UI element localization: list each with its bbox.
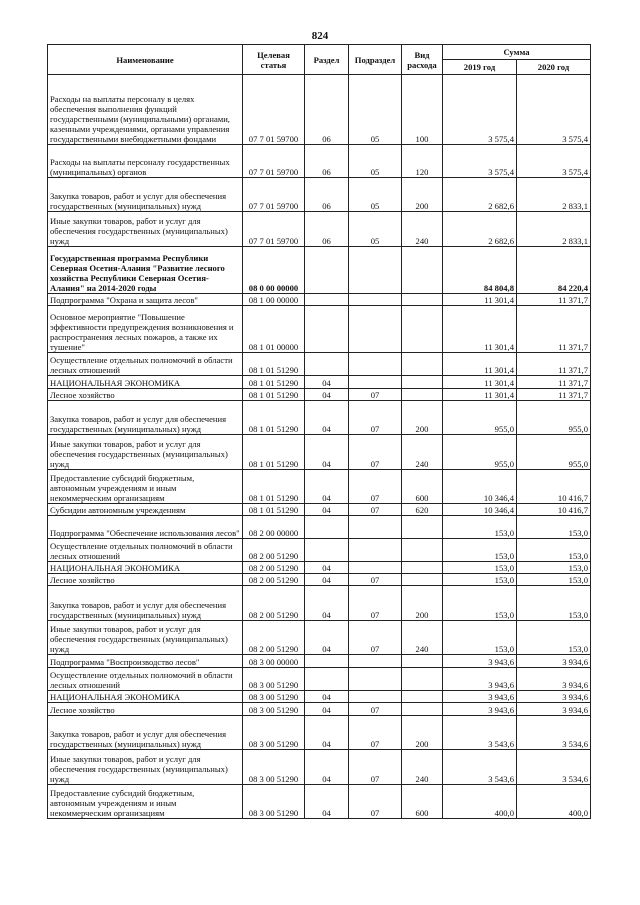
section-cell [305,353,349,376]
expense-type-cell: 240 [402,435,443,470]
row-name-cell: Основное мероприятие "Повышение эффективности предупреждения возникновения и распространения лесных пожаров, а также их тушение" [48,306,243,353]
expense-type-cell: 200 [402,178,443,212]
table-row [48,691,591,703]
subsection-cell: 05 [349,145,402,178]
subsection-cell [349,353,402,376]
section-cell [305,516,349,539]
section-cell: 04 [305,621,349,655]
table-row [48,470,591,504]
sum-2019-cell: 10 346,4 [443,504,517,516]
subsection-cell [349,562,402,574]
table-row [48,785,591,819]
sum-2019-cell: 400,0 [443,785,517,819]
row-name-cell: Предоставление субсидий бюджетным, автономным учреждениям и иным некоммерческим организациям [48,785,243,819]
subsection-cell: 07 [349,389,402,401]
sum-2020-cell: 3 934,6 [517,668,591,691]
table-row [48,435,591,470]
target-article-cell: 08 1 01 51290 [243,470,305,504]
target-article-cell: 08 2 00 51290 [243,621,305,655]
section-cell: 06 [305,178,349,212]
row-name-cell: Предоставление субсидий бюджетным, автономным учреждениям и иным некоммерческим организациям [48,470,243,504]
sum-2020-cell: 153,0 [517,562,591,574]
expense-type-cell: 120 [402,145,443,178]
subsection-cell: 05 [349,212,402,247]
target-article-cell: 08 3 00 00000 [243,655,305,668]
sum-2019-cell: 3 943,6 [443,703,517,716]
expense-type-cell [402,562,443,574]
row-name-cell: Осуществление отдельных полномочий в области лесных отношений [48,353,243,376]
row-name-cell: Иные закупки товаров, работ и услуг для обеспечения государственных (муниципальных) нужд [48,750,243,785]
table-row [48,247,591,294]
sum-2019-cell: 153,0 [443,574,517,586]
expense-type-cell: 620 [402,504,443,516]
table-row [48,716,591,750]
table-row [48,504,591,516]
expense-type-cell: 200 [402,586,443,621]
expense-type-cell: 200 [402,716,443,750]
subsection-cell: 07 [349,750,402,785]
row-name-cell: НАЦИОНАЛЬНАЯ ЭКОНОМИКА [48,691,243,703]
section-cell [305,247,349,294]
section-cell: 04 [305,574,349,586]
header-expense-type: Вид расхода [402,45,443,75]
header-section: Раздел [305,45,349,75]
sum-2019-cell: 3 575,4 [443,145,517,178]
subsection-cell: 07 [349,703,402,716]
table-row [48,178,591,212]
section-cell: 04 [305,504,349,516]
table-row [48,401,591,435]
target-article-cell: 08 1 01 51290 [243,435,305,470]
sum-2020-cell: 153,0 [517,621,591,655]
subsection-cell: 07 [349,504,402,516]
row-name-cell: Закупка товаров, работ и услуг для обеспечения государственных (муниципальных) нужд [48,586,243,621]
sum-2020-cell: 955,0 [517,435,591,470]
sum-2019-cell: 3 943,6 [443,691,517,703]
subsection-cell: 07 [349,716,402,750]
table-row [48,389,591,401]
expense-type-cell [402,376,443,389]
sum-2019-cell: 3 575,4 [443,75,517,145]
table-row [48,655,591,668]
table-row [48,212,591,247]
expense-type-cell: 200 [402,401,443,435]
expense-type-cell [402,306,443,353]
table-row [48,621,591,655]
sum-2020-cell: 11 371,7 [517,353,591,376]
header-sum: Сумма [443,45,591,60]
row-name-cell: Государственная программа Республики Северная Осетия-Алания "Развитие лесного хозяйства Республики Северная Осетия-Алания" на 2014-2020 годы [48,247,243,294]
target-article-cell: 08 3 00 51290 [243,691,305,703]
sum-2020-cell: 3 575,4 [517,75,591,145]
subsection-cell [349,247,402,294]
expense-type-cell [402,655,443,668]
target-article-cell: 08 1 01 00000 [243,306,305,353]
sum-2019-cell: 3 943,6 [443,655,517,668]
target-article-cell: 08 0 00 00000 [243,247,305,294]
sum-2020-cell: 10 416,7 [517,504,591,516]
section-cell [305,655,349,668]
target-article-cell: 07 7 01 59700 [243,75,305,145]
target-article-cell: 08 1 01 51290 [243,389,305,401]
subsection-cell: 07 [349,574,402,586]
sum-2020-cell: 2 833,1 [517,212,591,247]
sum-2020-cell: 2 833,1 [517,178,591,212]
sum-2020-cell: 3 934,6 [517,691,591,703]
sum-2020-cell: 153,0 [517,516,591,539]
row-name-cell: Расходы на выплаты персоналу государственных (муниципальных) органов [48,145,243,178]
header-target: Целевая статья [243,45,305,75]
row-name-cell: НАЦИОНАЛЬНАЯ ЭКОНОМИКА [48,562,243,574]
target-article-cell: 08 3 00 51290 [243,668,305,691]
sum-2019-cell: 2 682,6 [443,178,517,212]
section-cell: 04 [305,470,349,504]
target-article-cell: 08 1 01 51290 [243,504,305,516]
section-cell [305,668,349,691]
sum-2019-cell: 10 346,4 [443,470,517,504]
target-article-cell: 08 2 00 51290 [243,586,305,621]
target-article-cell: 07 7 01 59700 [243,178,305,212]
expense-type-cell: 240 [402,621,443,655]
subsection-cell [349,668,402,691]
subsection-cell [349,516,402,539]
row-name-cell: Подпрограмма "Обеспечение использования лесов" [48,516,243,539]
sum-2019-cell: 84 804,8 [443,247,517,294]
table-row [48,294,591,306]
sum-2020-cell: 11 371,7 [517,294,591,306]
sum-2019-cell: 3 543,6 [443,750,517,785]
sum-2020-cell: 11 371,7 [517,376,591,389]
subsection-cell [349,294,402,306]
target-article-cell: 07 7 01 59700 [243,212,305,247]
sum-2019-cell: 11 301,4 [443,376,517,389]
table-body [48,75,591,819]
table-row [48,562,591,574]
sum-2019-cell: 955,0 [443,435,517,470]
target-article-cell: 08 3 00 51290 [243,703,305,716]
table-row [48,750,591,785]
sum-2020-cell: 3 575,4 [517,145,591,178]
sum-2020-cell: 3 934,6 [517,655,591,668]
section-cell: 04 [305,401,349,435]
table-row [48,306,591,353]
section-cell: 06 [305,145,349,178]
header-subsection: Подраздел [349,45,402,75]
subsection-cell: 07 [349,621,402,655]
table-row [48,703,591,716]
row-name-cell: Закупка товаров, работ и услуг для обеспечения государственных (муниципальных) нужд [48,178,243,212]
sum-2019-cell: 11 301,4 [443,353,517,376]
sum-2020-cell: 3 534,6 [517,750,591,785]
table-row [48,668,591,691]
target-article-cell: 08 3 00 51290 [243,716,305,750]
header-year-2019: 2019 год [443,60,517,75]
target-article-cell: 08 1 00 00000 [243,294,305,306]
sum-2020-cell: 3 934,6 [517,703,591,716]
target-article-cell: 08 2 00 51290 [243,562,305,574]
expense-type-cell [402,668,443,691]
subsection-cell: 07 [349,435,402,470]
target-article-cell: 08 2 00 00000 [243,516,305,539]
expense-type-cell: 600 [402,470,443,504]
row-name-cell: Закупка товаров, работ и услуг для обеспечения государственных (муниципальных) нужд [48,716,243,750]
row-name-cell: НАЦИОНАЛЬНАЯ ЭКОНОМИКА [48,376,243,389]
expense-type-cell [402,389,443,401]
table-row [48,539,591,562]
table-row [48,75,591,145]
subsection-cell [349,376,402,389]
sum-2020-cell: 84 220,4 [517,247,591,294]
row-name-cell: Иные закупки товаров, работ и услуг для обеспечения государственных (муниципальных) нужд [48,435,243,470]
table-row [48,516,591,539]
expense-type-cell [402,703,443,716]
expense-type-cell [402,574,443,586]
budget-table [47,44,591,819]
target-article-cell: 08 2 00 51290 [243,574,305,586]
target-article-cell: 08 1 01 51290 [243,401,305,435]
section-cell [305,294,349,306]
row-name-cell: Осуществление отдельных полномочий в области лесных отношений [48,539,243,562]
target-article-cell: 08 2 00 51290 [243,539,305,562]
sum-2019-cell: 3 543,6 [443,716,517,750]
sum-2020-cell: 11 371,7 [517,306,591,353]
subsection-cell: 07 [349,785,402,819]
sum-2020-cell: 955,0 [517,401,591,435]
section-cell [305,539,349,562]
target-article-cell: 08 1 01 51290 [243,353,305,376]
subsection-cell: 07 [349,401,402,435]
subsection-cell: 05 [349,75,402,145]
row-name-cell: Подпрограмма "Воспроизводство лесов" [48,655,243,668]
section-cell: 06 [305,212,349,247]
sum-2019-cell: 153,0 [443,621,517,655]
row-name-cell: Расходы на выплаты персоналу в целях обеспечения выполнения функций государственными (муниципальными) органами, казенными учреждениями, органами управления государственными внебюджетными фондами [48,75,243,145]
target-article-cell: 08 3 00 51290 [243,785,305,819]
sum-2020-cell: 10 416,7 [517,470,591,504]
section-cell: 04 [305,376,349,389]
subsection-cell: 05 [349,178,402,212]
sum-2020-cell: 153,0 [517,539,591,562]
sum-2020-cell: 3 534,6 [517,716,591,750]
sum-2019-cell: 11 301,4 [443,389,517,401]
sum-2020-cell: 153,0 [517,574,591,586]
subsection-cell [349,691,402,703]
table-row [48,586,591,621]
target-article-cell: 08 1 01 51290 [243,376,305,389]
expense-type-cell [402,353,443,376]
subsection-cell: 07 [349,586,402,621]
table-row [48,574,591,586]
target-article-cell: 07 7 01 59700 [243,145,305,178]
subsection-cell [349,655,402,668]
sum-2020-cell: 11 371,7 [517,389,591,401]
section-cell [305,306,349,353]
row-name-cell: Лесное хозяйство [48,389,243,401]
sum-2019-cell: 153,0 [443,586,517,621]
row-name-cell: Иные закупки товаров, работ и услуг для обеспечения государственных (муниципальных) нужд [48,212,243,247]
expense-type-cell: 600 [402,785,443,819]
section-cell: 04 [305,691,349,703]
subsection-cell: 07 [349,470,402,504]
row-name-cell: Иные закупки товаров, работ и услуг для обеспечения государственных (муниципальных) нужд [48,621,243,655]
sum-2019-cell: 11 301,4 [443,294,517,306]
expense-type-cell [402,247,443,294]
expense-type-cell [402,516,443,539]
section-cell: 04 [305,703,349,716]
row-name-cell: Подпрограмма "Охрана и защита лесов" [48,294,243,306]
sum-2019-cell: 153,0 [443,562,517,574]
row-name-cell: Закупка товаров, работ и услуг для обеспечения государственных (муниципальных) нужд [48,401,243,435]
table-row [48,376,591,389]
sum-2019-cell: 153,0 [443,516,517,539]
section-cell: 04 [305,562,349,574]
subsection-cell [349,539,402,562]
sum-2019-cell: 11 301,4 [443,306,517,353]
subsection-cell [349,306,402,353]
section-cell: 04 [305,435,349,470]
expense-type-cell: 240 [402,750,443,785]
expense-type-cell: 100 [402,75,443,145]
row-name-cell: Лесное хозяйство [48,703,243,716]
sum-2019-cell: 153,0 [443,539,517,562]
section-cell: 04 [305,785,349,819]
sum-2019-cell: 3 943,6 [443,668,517,691]
section-cell: 06 [305,75,349,145]
table-row [48,145,591,178]
section-cell: 04 [305,716,349,750]
row-name-cell: Лесное хозяйство [48,574,243,586]
expense-type-cell [402,294,443,306]
expense-type-cell: 240 [402,212,443,247]
sum-2019-cell: 955,0 [443,401,517,435]
target-article-cell: 08 3 00 51290 [243,750,305,785]
row-name-cell: Осуществление отдельных полномочий в области лесных отношений [48,668,243,691]
sum-2019-cell: 2 682,6 [443,212,517,247]
header-year-2020: 2020 год [517,60,591,75]
sum-2020-cell: 153,0 [517,586,591,621]
row-name-cell: Субсидии автономным учреждениям [48,504,243,516]
expense-type-cell [402,539,443,562]
header-name: Наименование [48,45,243,75]
section-cell: 04 [305,586,349,621]
section-cell: 04 [305,750,349,785]
table-row [48,353,591,376]
sum-2020-cell: 400,0 [517,785,591,819]
section-cell: 04 [305,389,349,401]
page-number: 824 [311,30,329,42]
expense-type-cell [402,691,443,703]
